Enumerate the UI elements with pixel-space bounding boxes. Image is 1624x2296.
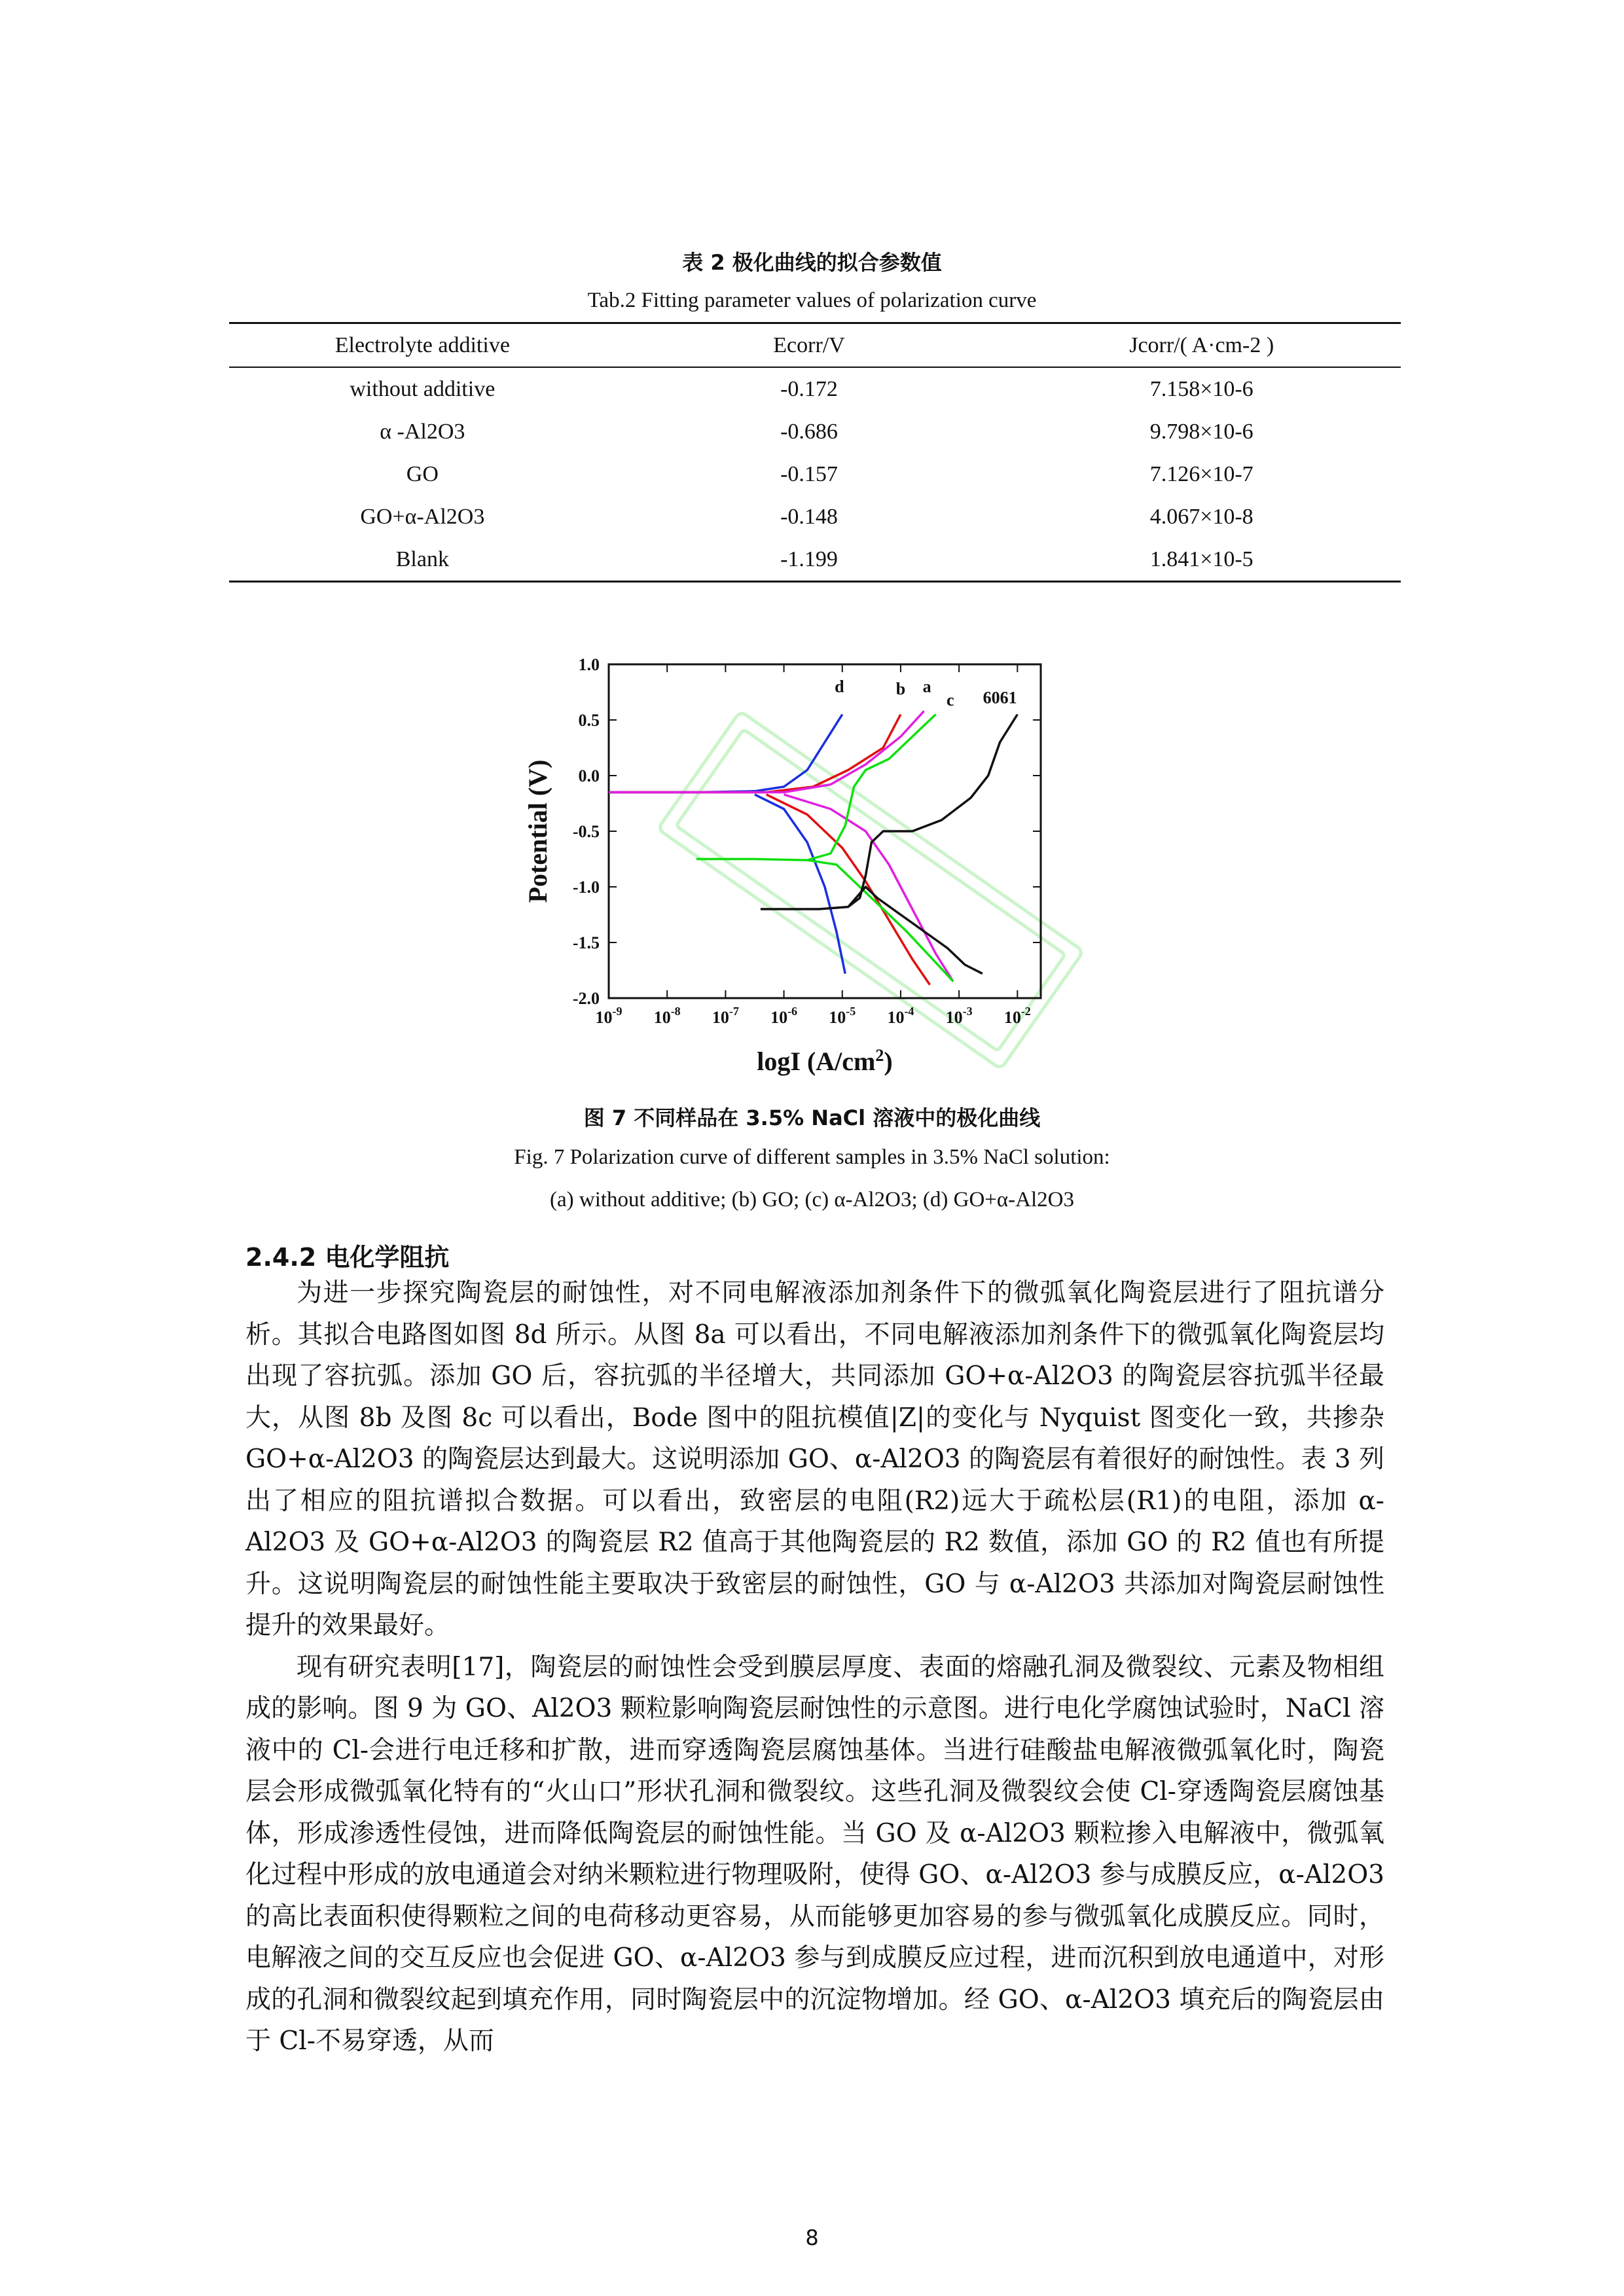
cell-additive: Blank <box>395 547 449 571</box>
paragraph: 为进一步探究陶瓷层的耐蚀性，对不同电解液添加剂条件下的微弧氧化陶瓷层进行了阻抗谱分析。其拟合电路图如图 8d 所示。从图 8a 可以看出，不同电解液添加剂条件下的微弧氧化陶瓷层均出现了容抗弧。添加 GO 后，容抗弧的半径增大，共同添加 GO+α-Al2O3 的陶瓷层容抗弧半径最大，从图 8b 及图 8c 可以看出，Bode 图中的阻抗模值|Z|的变化与 Nyquist 图变化一致，共掺杂 GO+α-Al2O3 的陶瓷层达到最大。这说明添加 GO、α-Al2O3 的陶瓷层有着很好的耐蚀性。表 3 列出了相应的阻抗谱拟合数据。可以看出，致密层的电阻(R2)远大于疏松层(R1)的电阻，添加 α-Al2O3 及 GO+α-Al2O3 的陶瓷层 R2 值高于其他陶瓷层的 R2 数值，添加 GO 的 R2 值也有所提升。这说明陶瓷层的耐蚀性能主要取决于致密层的耐蚀性，GO 与 α-Al2O3 共添加对陶瓷层耐蚀性提升的效果最好。 <box>245 1278 1384 1640</box>
body-text <box>245 1272 1384 2062</box>
fitting-parameters-table <box>229 322 1401 583</box>
x-tick-label: $10^{-6}$ <box>770 1005 798 1027</box>
x-tick-label: $10^{-4}$ <box>887 1005 914 1027</box>
series-line-b <box>609 715 930 985</box>
section-heading: 2.4.2 电化学阻抗 <box>245 1243 450 1272</box>
y-axis-label: Potential (V) <box>523 759 552 903</box>
figure-caption-en-line1: Fig. 7 Polarization curve of different samples in 3.5% NaCl solution: <box>514 1145 1110 1169</box>
y-tick-label: 0.5 <box>578 711 600 730</box>
cell-jcorr: 1.841×10-5 <box>1149 547 1254 571</box>
x-tick-label: $10^{-9}$ <box>595 1005 623 1027</box>
table-header-row <box>229 323 1401 368</box>
cell-ecorr: -1.199 <box>780 547 838 571</box>
table-caption-en: Tab.2 Fitting parameter values of polarization curve <box>587 289 1037 312</box>
cell-jcorr: 9.798×10-6 <box>1149 419 1254 444</box>
cell-jcorr: 7.158×10-6 <box>1149 376 1254 401</box>
series-line-c <box>696 715 953 982</box>
x-tick-label: $10^{-2}$ <box>1003 1005 1031 1027</box>
header-ecorr: Ecorr/V <box>773 332 845 357</box>
x-tick-label: $10^{-5}$ <box>829 1005 856 1027</box>
page-number: 8 <box>805 2225 819 2250</box>
polarization-chart <box>517 638 1106 1083</box>
x-tick-label: $10^{-7}$ <box>712 1005 739 1027</box>
cell-ecorr: -0.148 <box>780 504 838 529</box>
x-tick-label: $10^{-8}$ <box>653 1005 681 1027</box>
cell-ecorr: -0.172 <box>780 376 838 401</box>
series-label-a: a <box>922 677 931 696</box>
header-electrolyte-additive: Electrolyte additive <box>334 332 510 357</box>
y-tick-label: 0.0 <box>578 766 600 785</box>
table-row <box>229 453 1401 495</box>
cell-additive: α -Al2O3 <box>380 419 465 444</box>
header-jcorr: Jcorr/( A·cm-2 ) <box>1129 332 1274 357</box>
paragraph: 现有研究表明[17]，陶瓷层的耐蚀性会受到膜层厚度、表面的熔融孔洞及微裂纹、元素及物相组成的影响。图 9 为 GO、Al2O3 颗粒影响陶瓷层耐蚀性的示意图。进行电化学腐蚀试验时，NaCl 溶液中的 Cl-会进行电迁移和扩散，进而穿透陶瓷层腐蚀基体。当进行硅酸盐电解液微弧氧化时，陶瓷层会形成微弧氧化特有的“火山口”形状孔洞和微裂纹。这些孔洞及微裂纹会使 Cl-穿透陶瓷层腐蚀基体，形成渗透性侵蚀，进而降低陶瓷层的耐蚀性能。当 GO 及 α-Al2O3 颗粒掺入电解液中，微弧氧化过程中形成的放电通道会对纳米颗粒进行物理吸附，使得 GO、α-Al2O3 参与成膜反应，α-Al2O3 的高比表面积使得颗粒之间的电荷移动更容易，从而能够更加容易的参与微弧氧化成膜反应。同时，电解液之间的交互反应也会促进 GO、α-Al2O3 参与到成膜反应过程，进而沉积到放电通道中，对形成的孔洞和微裂纹起到填充作用，同时陶瓷层中的沉淀物增加。经 GO、α-Al2O3 填充后的陶瓷层由于 Cl-不易穿透，从而 <box>245 1652 1384 2056</box>
cell-ecorr: -0.686 <box>780 419 838 444</box>
cell-jcorr: 7.126×10-7 <box>1149 461 1254 486</box>
cell-additive: GO+α-Al2O3 <box>360 504 485 529</box>
x-tick-label: $10^{-3}$ <box>945 1005 973 1027</box>
table-row <box>229 410 1401 453</box>
series-label-d: d <box>835 677 844 696</box>
figure-caption-cn: 图 7 不同样品在 3.5% NaCl 溶液中的极化曲线 <box>583 1105 1041 1130</box>
y-tick-label: -1.5 <box>572 933 600 952</box>
series-label-b: b <box>895 679 906 698</box>
series-label-c: c <box>946 690 954 709</box>
figure-caption-en-line2: (a) without additive; (b) GO; (c) α-Al2O3; (d) GO+α-Al2O3 <box>549 1188 1074 1211</box>
y-tick-label: 1.0 <box>578 655 600 674</box>
cell-jcorr: 4.067×10-8 <box>1149 504 1254 529</box>
table-caption-cn: 表 2 极化曲线的拟合参数值 <box>682 250 942 275</box>
x-axis-label: logI $(A/cm^2)$ <box>757 1046 893 1076</box>
cell-additive: GO <box>406 461 439 486</box>
cell-additive: without additive <box>350 376 496 401</box>
y-tick-label: -2.0 <box>572 989 600 1008</box>
table-row <box>229 538 1401 582</box>
table-row <box>229 495 1401 538</box>
cell-ecorr: -0.157 <box>780 461 838 486</box>
table-row <box>229 367 1401 410</box>
series-line-6061 <box>761 715 1017 974</box>
y-tick-label: -0.5 <box>572 822 600 841</box>
series-line-d <box>609 715 845 974</box>
y-tick-label: -1.0 <box>572 878 600 897</box>
series-label-6061: 6061 <box>983 688 1017 708</box>
